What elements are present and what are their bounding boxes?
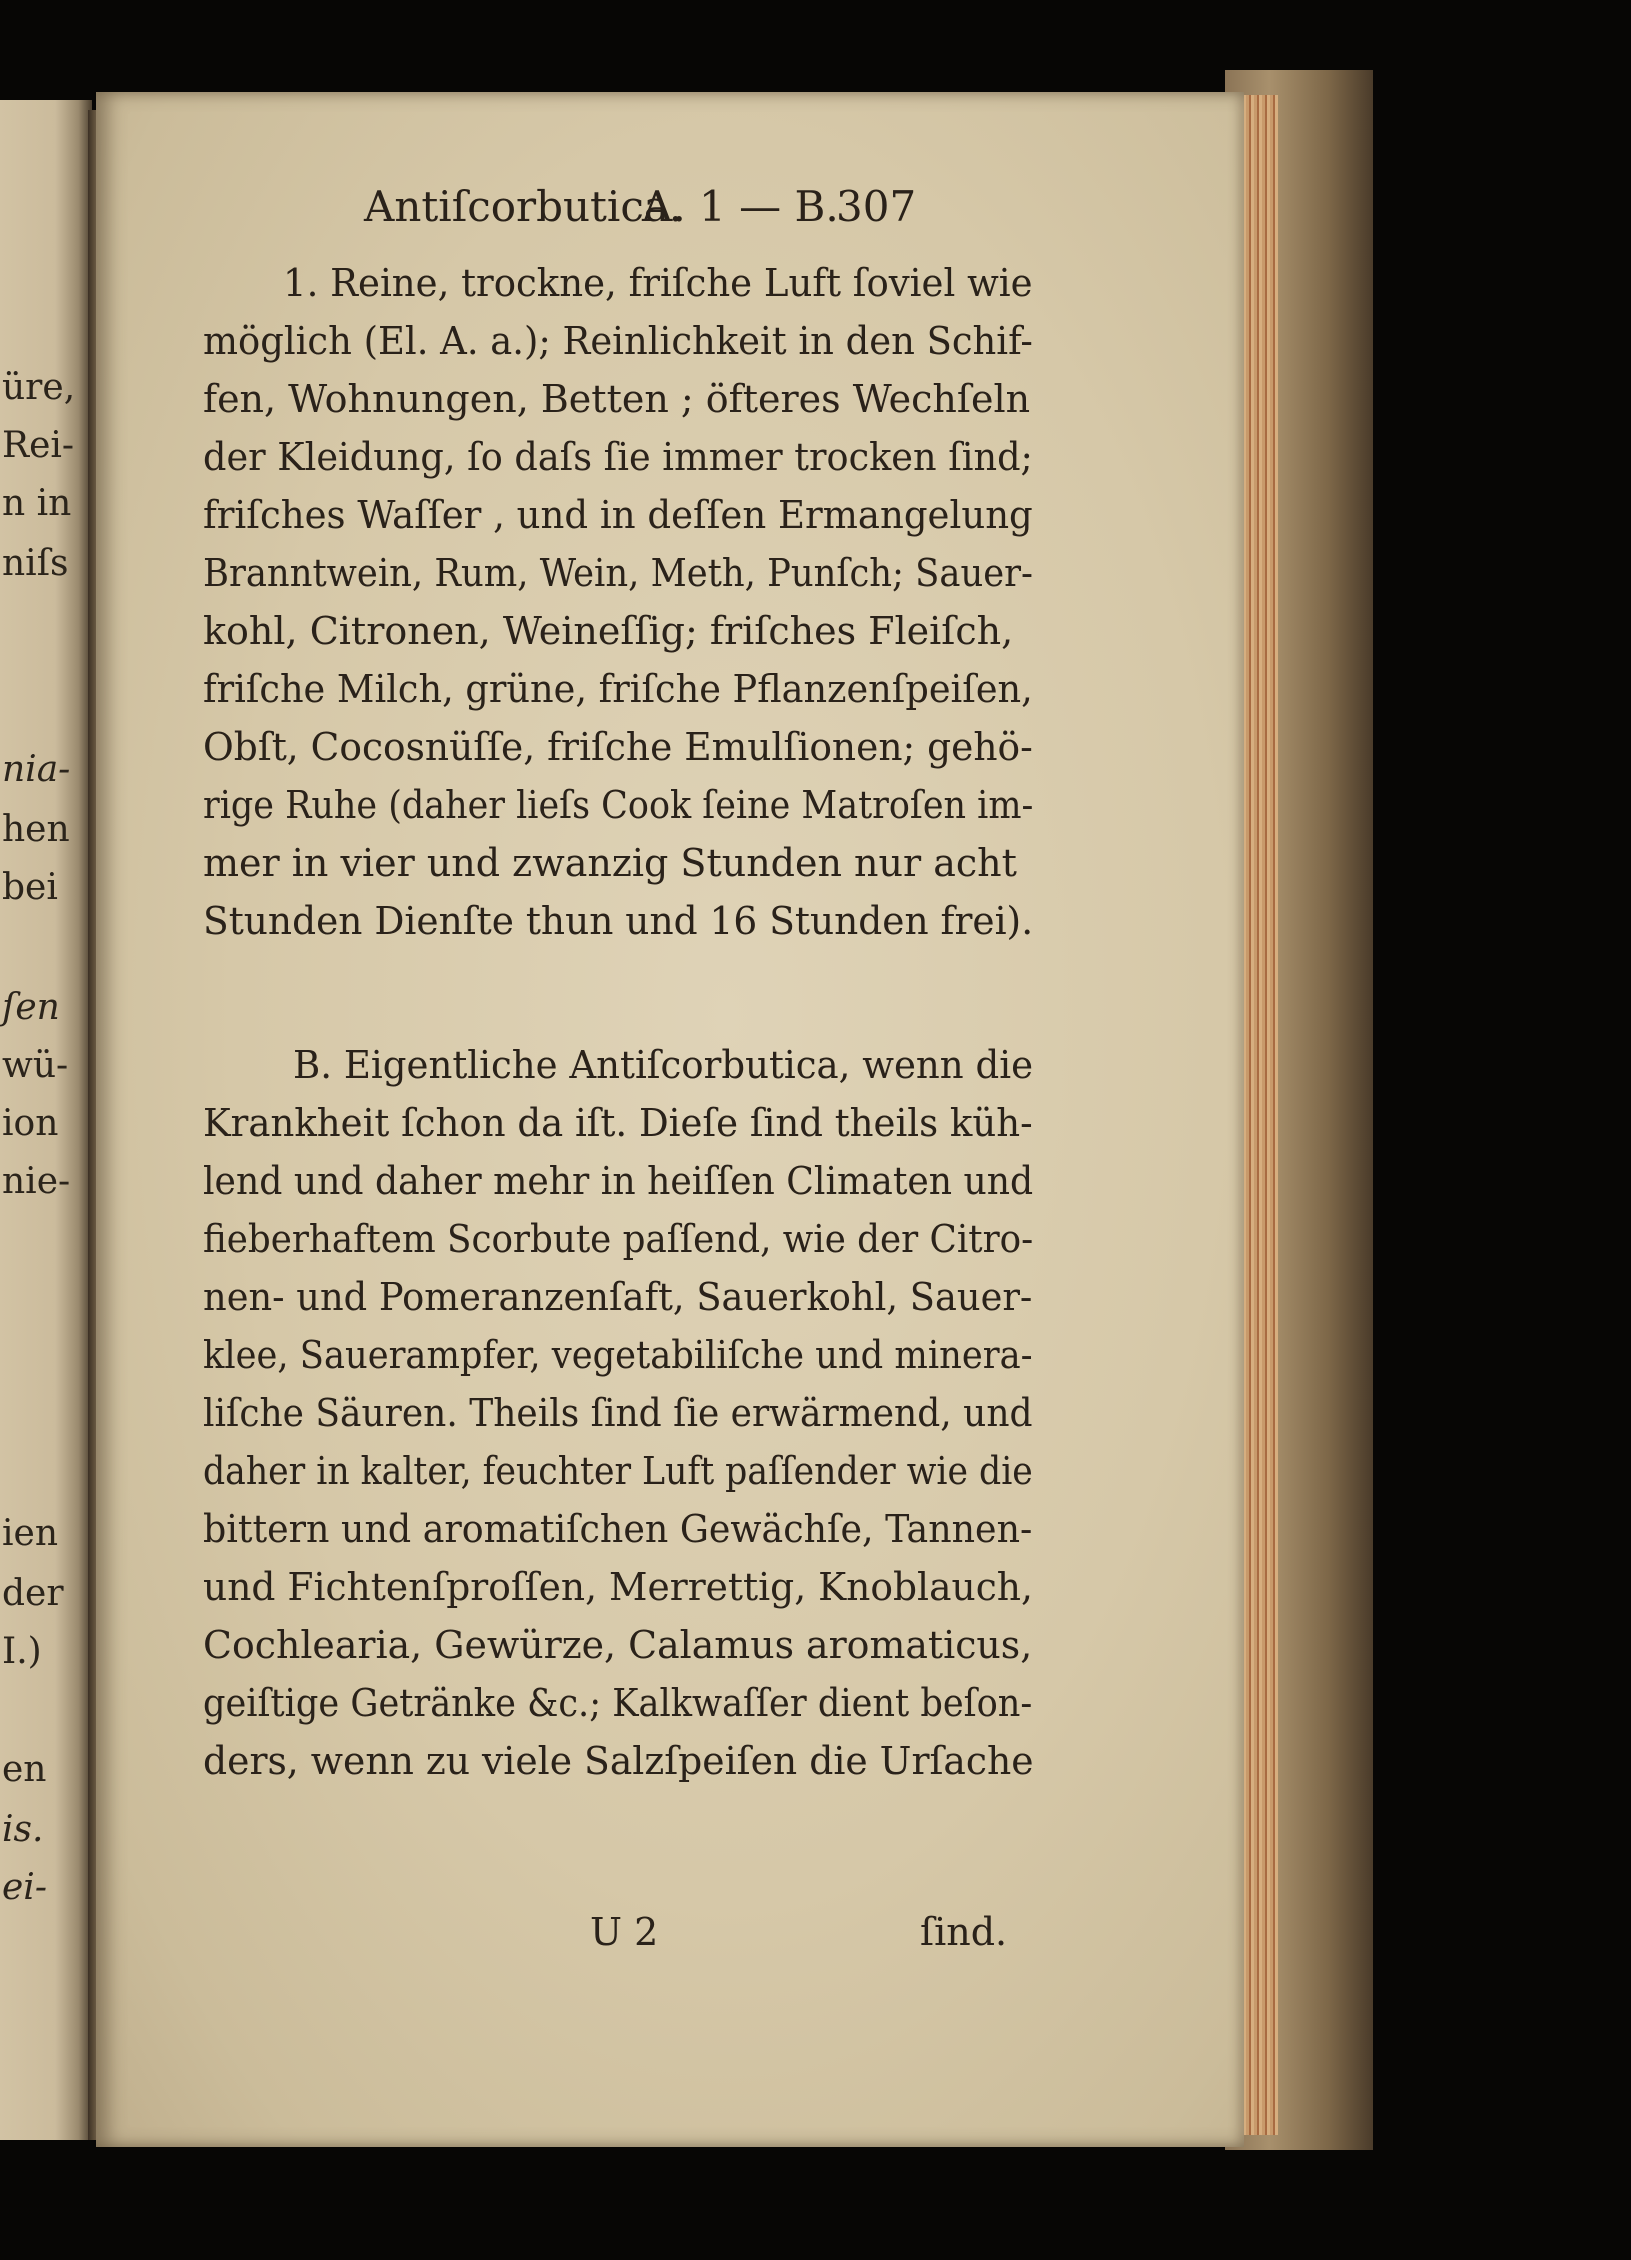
text-line: geiſtige Getränke &c.; Kalkwaſſer dient beſon- <box>203 1681 1033 1725</box>
text-line: daher in kalter, feuchter Luft paſſender wie die <box>203 1449 1033 1493</box>
text-line: bittern und aromatiſchen Gewächſe, Tannen- <box>203 1507 1033 1551</box>
left-page-fragment: hen <box>2 809 70 850</box>
text-line: lend und daher mehr in heiſſen Climaten und <box>203 1159 1034 1203</box>
text-line: nen- und Pomeranzenſaft, Sauerkohl, Sauer- <box>203 1275 1033 1319</box>
text-line: Obſt, Cocosnüſſe, friſche Emulſionen; gehö- <box>203 725 1033 769</box>
page-footer <box>590 1910 1010 1960</box>
left-page-fragment: der <box>2 1573 64 1614</box>
left-page-fragment: üre, <box>2 367 76 408</box>
text-line: ders, wenn zu viele Salzſpeiſen die Urſache <box>203 1739 1034 1783</box>
page-number: 307 <box>836 182 917 231</box>
text-line: und Fichtenſproſſen, Merrettig, Knoblauch, <box>203 1565 1033 1609</box>
left-page-fragment: Rei- <box>2 425 75 466</box>
text-line: friſche Milch, grüne, friſche Pflanzenſpeiſen, <box>203 667 1033 711</box>
header-title: Antiſcorbutica. <box>364 182 683 231</box>
text-line: B. Eigentliche Antiſcorbutica, wenn die <box>293 1043 1034 1087</box>
catchword: ſind. <box>920 1910 1008 1954</box>
text-line: fieberhaftem Scorbute paſſend, wie der Citro- <box>203 1217 1034 1261</box>
left-page-fragment: n in <box>2 483 72 524</box>
signature-mark: U 2 <box>590 1910 659 1954</box>
left-page-fragment: nie- <box>2 1161 71 1202</box>
text-line: klee, Sauerampfer, vegetabiliſche und minera- <box>203 1333 1033 1377</box>
previous-page-edge <box>0 100 92 2140</box>
text-line: der Kleidung, ſo daſs ſie immer trocken ſind; <box>203 435 1033 479</box>
text-line: fen, Wohnungen, Betten ; öfteres Wechſeln <box>203 377 1031 421</box>
text-line: kohl, Citronen, Weineſſig; friſches Fleiſch, <box>203 609 1014 653</box>
text-line: Stunden Dienſte thun und 16 Stunden frei). <box>203 899 1034 943</box>
left-page-fragment: ion <box>2 1103 59 1144</box>
left-page-fragment: I.) <box>2 1631 42 1672</box>
left-page-fragment: nia- <box>2 749 71 790</box>
page-edges <box>1238 95 1278 2135</box>
left-page-fragment: ien <box>2 1513 59 1554</box>
left-page-fragment: niſs <box>2 543 69 584</box>
text-line: möglich (El. A. a.); Reinlichkeit in den Schif- <box>203 319 1033 363</box>
left-page-fragment: wü- <box>2 1045 69 1086</box>
text-line: liſche Säuren. Theils ſind ſie erwärmend, und <box>203 1391 1033 1435</box>
text-line: friſches Waſſer , und in deſſen Ermangelung <box>203 493 1033 537</box>
left-page-fragment: en <box>2 1749 47 1790</box>
text-line: Cochlearia, Gewürze, Calamus aromaticus, <box>203 1623 1033 1667</box>
left-page-fragment: ſen <box>2 987 60 1028</box>
text-line: 1. Reine, trockne, friſche Luft ſoviel wie <box>283 261 1033 305</box>
left-page-fragment: is. <box>2 1809 44 1850</box>
running-header <box>268 182 1028 242</box>
left-page-fragment: ei- <box>2 1867 47 1908</box>
header-section: A. 1 — B. <box>642 182 839 231</box>
text-line: rige Ruhe (daher lieſs Cook ſeine Matroſen im- <box>203 783 1034 827</box>
left-page-fragment: bei <box>2 867 58 908</box>
text-line: Krankheit ſchon da iſt. Dieſe ſind theils küh- <box>203 1101 1033 1145</box>
text-line: mer in vier und zwanzig Stunden nur acht <box>203 841 1017 885</box>
text-line: Branntwein, Rum, Wein, Meth, Punſch; Sauer- <box>203 551 1033 595</box>
